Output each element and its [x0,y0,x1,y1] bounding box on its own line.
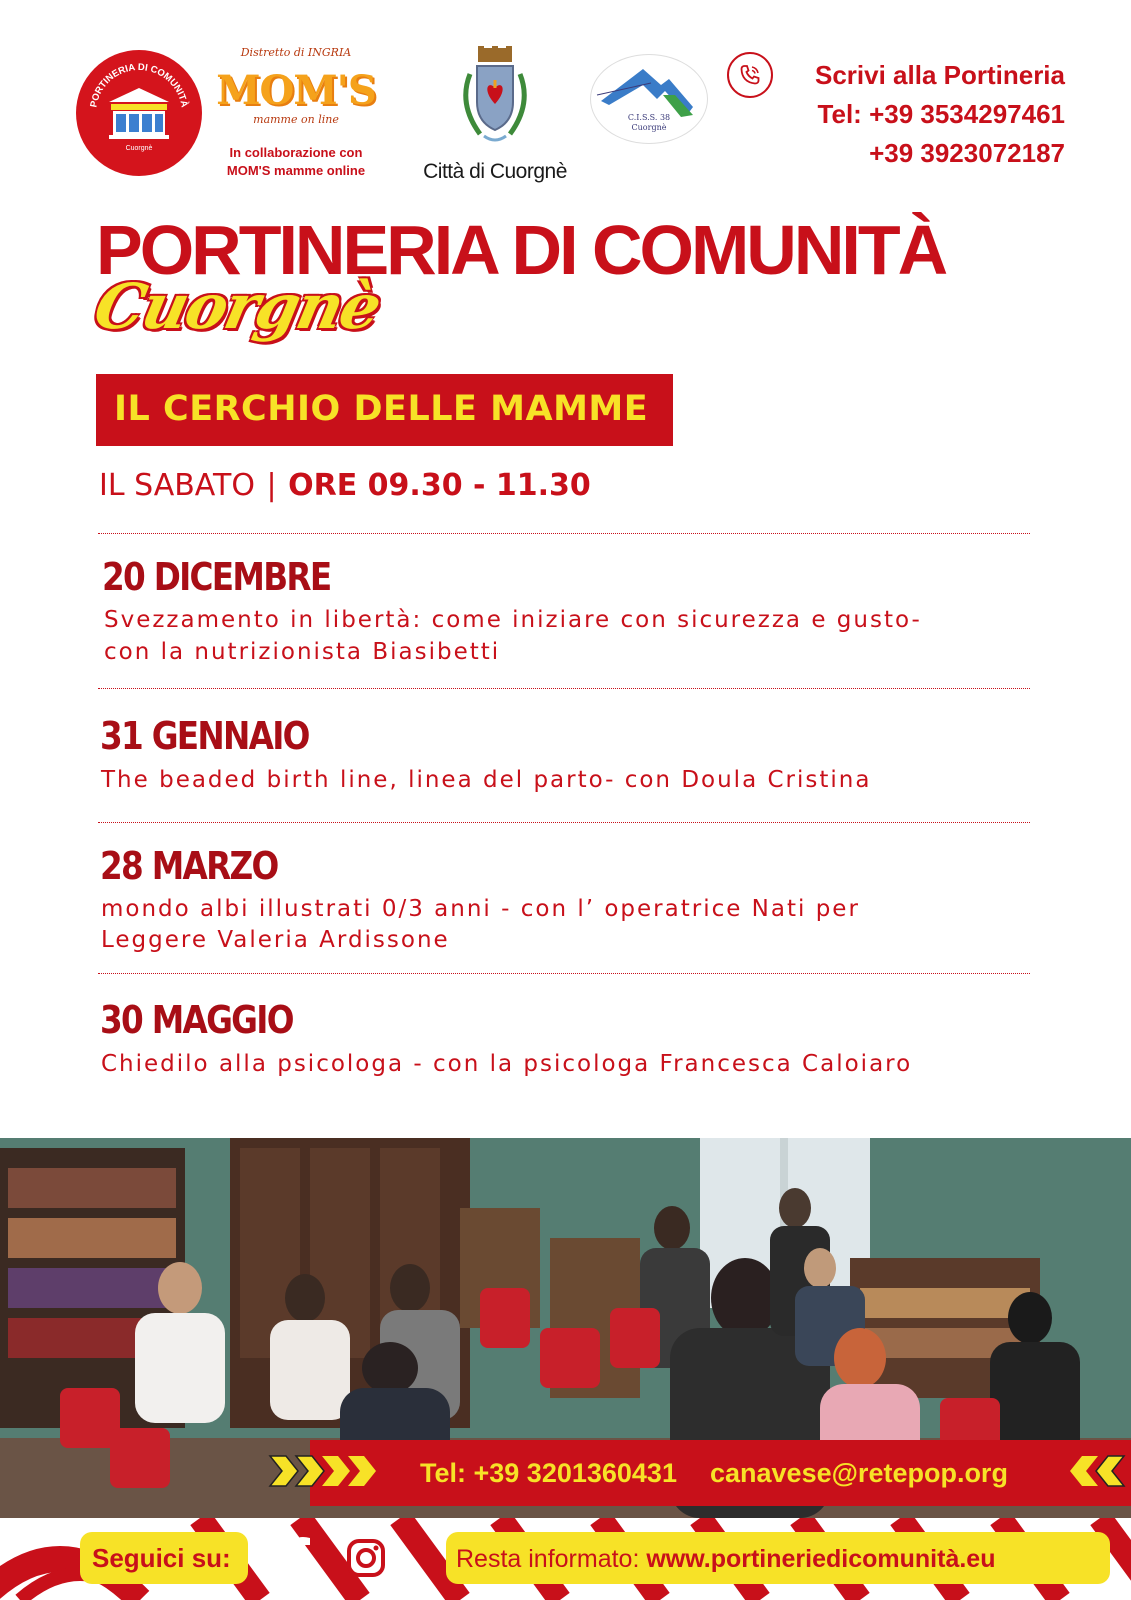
ciss-logo [590,54,708,144]
contact-title: Scrivi alla Portineria [814,60,1065,90]
moms-district-text: Distretto di INGRIA [240,46,352,59]
moms-mark: MOM'S [216,67,376,114]
chevrons-left-icon [1068,1452,1128,1490]
follow-label: Seguici su: [92,1543,231,1573]
website-prefix: Resta informato: [456,1545,647,1573]
event-description-line: Chiedilo alla psicologa - con la psicologa Francesca Caloiaro [101,1051,913,1077]
event-description-line: mondo albi illustrati 0/3 anni - con l’ operatrice Nati per [101,896,860,922]
event-description-line: Leggere Valeria Ardissone [101,927,450,953]
moms-logo [210,46,382,186]
city-script-title: Cuorgnè [88,270,387,343]
instagram-icon[interactable] [346,1538,386,1578]
chevrons-right-icon [266,1452,382,1490]
contact-phone-1[interactable]: Tel: +39 3534297461 [817,99,1065,129]
divider [98,822,1030,823]
page-title: PORTINERIA DI COMUNITÀ [96,211,946,289]
event-date: 31 GENNAIO [100,714,309,758]
divider [98,688,1030,689]
schedule-day: IL SABATO [99,468,255,503]
logo-city: Cuorgnè [125,145,153,152]
event-description-line: con la nutrizionista Biasibetti [104,639,501,665]
portineria-logo [76,50,202,176]
schedule-line [99,466,591,506]
phone-glyph [738,63,762,87]
citta-logo [410,44,580,184]
event-description-line: Svezzamento in libertà: come iniziare con sicurezza e gusto- [104,607,922,633]
divider [98,973,1030,974]
collaboration-line-1: In collaborazione con [229,145,363,160]
ciss-line-2: Cuorgnè [631,123,667,132]
contact-block [815,56,1065,173]
schedule-time: ORE 09.30 - 11.30 [288,468,591,503]
kiosk-icon [76,50,202,176]
info-email[interactable]: canavese@retepop.org [710,1458,1008,1488]
event-date: 30 MAGGIO [100,998,293,1042]
schedule-separator: | [266,468,277,503]
collaboration-note [210,144,382,180]
phone-icon[interactable] [727,52,773,98]
logo-ring-text: PORTINERIA DI COMUNITÀ [88,61,190,109]
moms-subtext: mamme on line [253,113,339,126]
ciss-label [591,113,707,133]
website-line [456,1544,995,1574]
collaboration-line-2: MOM'S mamme online [226,163,366,178]
event-date: 20 DICEMBRE [102,555,331,599]
event-banner [96,374,673,446]
facebook-icon[interactable] [278,1534,318,1582]
info-bar [310,1440,1131,1506]
ciss-line-1: C.I.S.S. 38 [627,113,671,122]
follow-label-pill [80,1532,248,1584]
contact-phone-2[interactable]: +39 3923072187 [869,138,1065,168]
divider [98,533,1030,534]
citta-name: Città di Cuorgnè [423,160,567,183]
event-date: 28 MARZO [100,844,278,888]
event-description-line: The beaded birth line, linea del parto- con Doula Cristina [101,767,872,793]
info-phone[interactable]: Tel: +39 3201360431 [420,1458,677,1488]
website-link[interactable]: www.portineriedicomunità.eu [646,1545,996,1573]
coat-of-arms-icon [450,44,540,152]
event-banner-text: IL CERCHIO DELLE MAMME [114,389,649,429]
website-pill [446,1532,1110,1584]
